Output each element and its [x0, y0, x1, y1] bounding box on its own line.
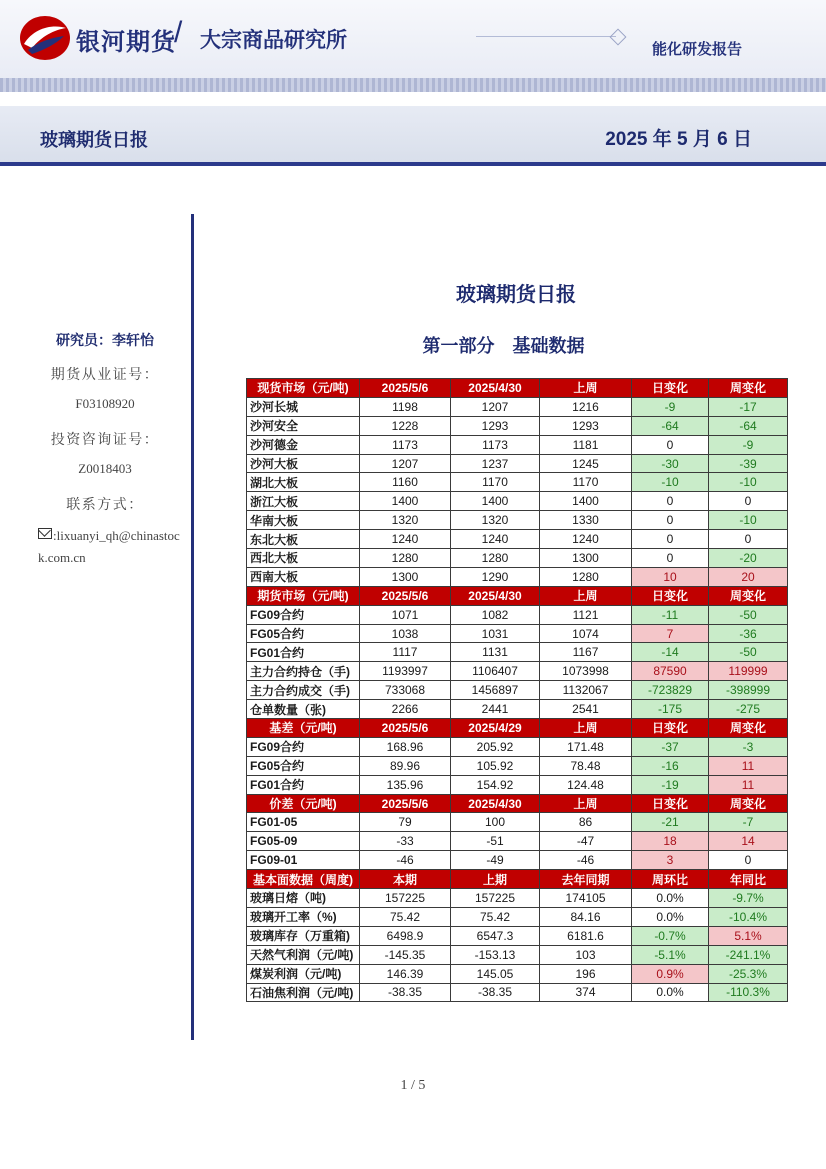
value-cell: 174105 — [540, 889, 632, 908]
change-cell: 20 — [709, 567, 788, 586]
value-cell: 1082 — [451, 605, 540, 624]
table-row — [247, 567, 788, 586]
change-cell: -5.1% — [632, 945, 709, 964]
value-cell: 1073998 — [540, 662, 632, 681]
change-cell: -39 — [709, 454, 788, 473]
researcher-name: 研究员：李轩怡 — [56, 332, 154, 348]
value-cell: 1131 — [451, 643, 540, 662]
row-label: 仓单数量（张) — [247, 700, 360, 719]
value-cell: 205.92 — [451, 737, 540, 756]
value-cell: 1300 — [360, 567, 451, 586]
section-header-label: 基差（元/吨) — [247, 719, 360, 738]
value-cell: 135.96 — [360, 775, 451, 794]
table-row — [247, 926, 788, 945]
contact-label: 联系方式： — [66, 498, 144, 513]
change-cell: 11 — [709, 775, 788, 794]
change-cell: -37 — [632, 737, 709, 756]
row-label: 沙河安全 — [247, 416, 360, 435]
table-row — [247, 813, 788, 832]
change-cell: 87590 — [632, 662, 709, 681]
column-header: 周变化 — [709, 719, 788, 738]
change-cell: 0 — [632, 435, 709, 454]
change-cell: 0 — [632, 549, 709, 568]
table-row — [247, 549, 788, 568]
value-cell: 1031 — [451, 624, 540, 643]
value-cell: 1228 — [360, 416, 451, 435]
column-header: 日变化 — [632, 379, 709, 398]
table-row — [247, 832, 788, 851]
value-cell: 6547.3 — [451, 926, 540, 945]
change-cell: 10 — [632, 567, 709, 586]
change-cell: -9.7% — [709, 889, 788, 908]
table-section-header — [247, 586, 788, 605]
column-header: 周变化 — [709, 379, 788, 398]
table-row — [247, 624, 788, 643]
value-cell: 78.48 — [540, 756, 632, 775]
table-row — [247, 983, 788, 1002]
table-section-header — [247, 719, 788, 738]
header-rule — [0, 162, 826, 166]
value-cell: 1400 — [540, 492, 632, 511]
value-cell: 1293 — [540, 416, 632, 435]
value-cell: 196 — [540, 964, 632, 983]
value-cell: 105.92 — [451, 756, 540, 775]
change-cell: -21 — [632, 813, 709, 832]
column-header: 2025/5/6 — [360, 379, 451, 398]
table-row — [247, 756, 788, 775]
page-number: 1 / 5 — [400, 1078, 426, 1093]
value-cell: 157225 — [451, 889, 540, 908]
row-label: 湖北大板 — [247, 473, 360, 492]
value-cell: 154.92 — [451, 775, 540, 794]
change-cell: 119999 — [709, 662, 788, 681]
change-cell: -10 — [632, 473, 709, 492]
galaxy-futures-logo-icon — [18, 14, 72, 62]
change-cell: -0.7% — [632, 926, 709, 945]
contact-email[interactable]: :lixuanyi_qh@chinastock.com.cn — [38, 528, 180, 565]
table-section-header — [247, 379, 788, 398]
value-cell: 1170 — [451, 473, 540, 492]
column-header: 去年同期 — [540, 870, 632, 889]
change-cell: 14 — [709, 832, 788, 851]
change-cell: 0 — [632, 492, 709, 511]
change-cell: -241.1% — [709, 945, 788, 964]
change-cell: -16 — [632, 756, 709, 775]
value-cell: -46 — [360, 851, 451, 870]
change-cell: -10 — [709, 473, 788, 492]
change-cell: -25.3% — [709, 964, 788, 983]
section-title: 第一部分 基础数据 — [422, 336, 585, 356]
row-label: 西南大板 — [247, 567, 360, 586]
row-label: 玻璃库存（万重箱) — [247, 926, 360, 945]
value-cell: 6181.6 — [540, 926, 632, 945]
row-label: 主力合约成交（手) — [247, 681, 360, 700]
futures-license-number: F03108920 — [75, 396, 135, 411]
value-cell: 1320 — [360, 511, 451, 530]
table-row — [247, 775, 788, 794]
column-header: 年同比 — [709, 870, 788, 889]
table-row — [247, 530, 788, 549]
row-label: 煤炭利润（元/吨) — [247, 964, 360, 983]
value-cell: 1181 — [540, 435, 632, 454]
header-report-title: 玻璃期货日报 — [40, 130, 148, 150]
email-text[interactable]: lixuanyi_qh@chinastock.com.cn — [38, 528, 180, 565]
change-cell: -7 — [709, 813, 788, 832]
value-cell: -38.35 — [451, 983, 540, 1002]
change-cell: -10.4% — [709, 907, 788, 926]
table-row — [247, 851, 788, 870]
change-cell: 0 — [709, 492, 788, 511]
change-cell: 5.1% — [709, 926, 788, 945]
value-cell: -51 — [451, 832, 540, 851]
basic-data-table — [246, 378, 788, 1002]
change-cell: -64 — [632, 416, 709, 435]
change-cell: -723829 — [632, 681, 709, 700]
change-cell: -17 — [709, 397, 788, 416]
table-row — [247, 964, 788, 983]
change-cell: 18 — [632, 832, 709, 851]
table-row — [247, 511, 788, 530]
investment-license-number: Z0018403 — [78, 461, 132, 476]
value-cell: 1245 — [540, 454, 632, 473]
column-header: 上周 — [540, 794, 632, 813]
column-header: 日变化 — [632, 719, 709, 738]
section-header-label: 价差（元/吨) — [247, 794, 360, 813]
value-cell: 1456897 — [451, 681, 540, 700]
value-cell: 124.48 — [540, 775, 632, 794]
value-cell: 1173 — [451, 435, 540, 454]
table-row — [247, 889, 788, 908]
sidebar-divider — [191, 214, 194, 1040]
value-cell: 1167 — [540, 643, 632, 662]
change-cell: -50 — [709, 643, 788, 662]
value-cell: 1330 — [540, 511, 632, 530]
table-row — [247, 492, 788, 511]
column-header: 周变化 — [709, 794, 788, 813]
change-cell: 3 — [632, 851, 709, 870]
column-header: 周环比 — [632, 870, 709, 889]
column-header: 周变化 — [709, 586, 788, 605]
row-label: 沙河德金 — [247, 435, 360, 454]
value-cell: 1071 — [360, 605, 451, 624]
change-cell: -50 — [709, 605, 788, 624]
table-row — [247, 605, 788, 624]
row-label: 主力合约持仓（手) — [247, 662, 360, 681]
value-cell: 1293 — [451, 416, 540, 435]
value-cell: 1106407 — [451, 662, 540, 681]
value-cell: 79 — [360, 813, 451, 832]
row-label: 沙河大板 — [247, 454, 360, 473]
value-cell: -33 — [360, 832, 451, 851]
column-header: 上周 — [540, 719, 632, 738]
brand-divider: / — [174, 16, 183, 49]
row-label: 玻璃开工率（%) — [247, 907, 360, 926]
value-cell: 2441 — [451, 700, 540, 719]
change-cell: 0.0% — [632, 983, 709, 1002]
column-header: 2025/5/6 — [360, 586, 451, 605]
value-cell: -38.35 — [360, 983, 451, 1002]
value-cell: 1400 — [360, 492, 451, 511]
row-label: 天然气利润（元/吨) — [247, 945, 360, 964]
mail-icon — [38, 528, 52, 539]
column-header: 2025/4/30 — [451, 586, 540, 605]
value-cell: 6498.9 — [360, 926, 451, 945]
table-row — [247, 681, 788, 700]
column-header: 上周 — [540, 379, 632, 398]
value-cell: 103 — [540, 945, 632, 964]
value-cell: 1198 — [360, 397, 451, 416]
value-cell: 1121 — [540, 605, 632, 624]
change-cell: -20 — [709, 549, 788, 568]
value-cell: 1207 — [360, 454, 451, 473]
row-label: 西北大板 — [247, 549, 360, 568]
brand-name: 银河期货 — [76, 29, 176, 56]
table-row — [247, 397, 788, 416]
value-cell: 1173 — [360, 435, 451, 454]
value-cell: 1320 — [451, 511, 540, 530]
row-label: 华南大板 — [247, 511, 360, 530]
column-header: 2025/5/6 — [360, 719, 451, 738]
table-row — [247, 643, 788, 662]
row-label: FG09合约 — [247, 605, 360, 624]
value-cell: 1237 — [451, 454, 540, 473]
table-row — [247, 700, 788, 719]
report-type: 能化研发报告 — [652, 41, 743, 58]
value-cell: 1117 — [360, 643, 451, 662]
change-cell: -9 — [709, 435, 788, 454]
value-cell: 1240 — [540, 530, 632, 549]
value-cell: -153.13 — [451, 945, 540, 964]
change-cell: -64 — [709, 416, 788, 435]
value-cell: 145.05 — [451, 964, 540, 983]
institute-name: 大宗商品研究所 — [200, 29, 347, 52]
value-cell: 1280 — [360, 549, 451, 568]
section-header-label: 基本面数据（周度) — [247, 870, 360, 889]
header-stripe — [0, 78, 826, 92]
row-label: FG01-05 — [247, 813, 360, 832]
change-cell: 0 — [632, 530, 709, 549]
column-header: 上周 — [540, 586, 632, 605]
value-cell: 1240 — [360, 530, 451, 549]
table-row — [247, 737, 788, 756]
value-cell: 89.96 — [360, 756, 451, 775]
section-header-label: 现货市场（元/吨) — [247, 379, 360, 398]
row-label: FG01合约 — [247, 775, 360, 794]
change-cell: -30 — [632, 454, 709, 473]
value-cell: 733068 — [360, 681, 451, 700]
row-label: FG09-01 — [247, 851, 360, 870]
row-label: 东北大板 — [247, 530, 360, 549]
value-cell: 2541 — [540, 700, 632, 719]
value-cell: 1132067 — [540, 681, 632, 700]
value-cell: 1170 — [540, 473, 632, 492]
row-label: 石油焦利润（元/吨) — [247, 983, 360, 1002]
value-cell: -49 — [451, 851, 540, 870]
change-cell: 0 — [709, 530, 788, 549]
row-label: 沙河长城 — [247, 397, 360, 416]
value-cell: 1280 — [540, 567, 632, 586]
row-label: FG09合约 — [247, 737, 360, 756]
value-cell: 1216 — [540, 397, 632, 416]
change-cell: 0.9% — [632, 964, 709, 983]
value-cell: 1280 — [451, 549, 540, 568]
table-row — [247, 473, 788, 492]
change-cell: 7 — [632, 624, 709, 643]
value-cell: 168.96 — [360, 737, 451, 756]
value-cell: 1160 — [360, 473, 451, 492]
value-cell: 86 — [540, 813, 632, 832]
row-label: 玻璃日熔（吨) — [247, 889, 360, 908]
table-row — [247, 945, 788, 964]
change-cell: 11 — [709, 756, 788, 775]
report-date: 2025 年 5 月 6 日 — [605, 129, 752, 150]
column-header: 2025/4/30 — [451, 379, 540, 398]
change-cell: -10 — [709, 511, 788, 530]
change-cell: 0 — [632, 511, 709, 530]
value-cell: 1038 — [360, 624, 451, 643]
value-cell: -145.35 — [360, 945, 451, 964]
value-cell: -46 — [540, 851, 632, 870]
value-cell: 75.42 — [360, 907, 451, 926]
column-header: 上期 — [451, 870, 540, 889]
column-header: 本期 — [360, 870, 451, 889]
section-header-label: 期货市场（元/吨) — [247, 586, 360, 605]
column-header: 2025/4/29 — [451, 719, 540, 738]
futures-license-label: 期货从业证号： — [50, 368, 160, 383]
value-cell: 75.42 — [451, 907, 540, 926]
value-cell: 1240 — [451, 530, 540, 549]
table-row — [247, 416, 788, 435]
value-cell: 1193997 — [360, 662, 451, 681]
column-header: 日变化 — [632, 794, 709, 813]
change-cell: -14 — [632, 643, 709, 662]
change-cell: 0.0% — [632, 907, 709, 926]
change-cell: 0.0% — [632, 889, 709, 908]
row-label: FG05合约 — [247, 756, 360, 775]
value-cell: 84.16 — [540, 907, 632, 926]
row-label: FG05-09 — [247, 832, 360, 851]
column-header: 日变化 — [632, 586, 709, 605]
value-cell: 171.48 — [540, 737, 632, 756]
row-label: 浙江大板 — [247, 492, 360, 511]
value-cell: 1074 — [540, 624, 632, 643]
value-cell: 1400 — [451, 492, 540, 511]
change-cell: 0 — [709, 851, 788, 870]
table-section-header — [247, 870, 788, 889]
value-cell: 100 — [451, 813, 540, 832]
table-row — [247, 435, 788, 454]
value-cell: 157225 — [360, 889, 451, 908]
value-cell: 1207 — [451, 397, 540, 416]
decorative-line — [476, 36, 616, 37]
row-label: FG01合约 — [247, 643, 360, 662]
change-cell: -175 — [632, 700, 709, 719]
column-header: 2025/5/6 — [360, 794, 451, 813]
table-row — [247, 454, 788, 473]
table-row — [247, 907, 788, 926]
change-cell: -19 — [632, 775, 709, 794]
value-cell: 2266 — [360, 700, 451, 719]
change-cell: -3 — [709, 737, 788, 756]
row-label: FG05合约 — [247, 624, 360, 643]
table-row — [247, 662, 788, 681]
change-cell: -275 — [709, 700, 788, 719]
change-cell: -398999 — [709, 681, 788, 700]
value-cell: 374 — [540, 983, 632, 1002]
change-cell: -110.3% — [709, 983, 788, 1002]
value-cell: 1290 — [451, 567, 540, 586]
change-cell: -9 — [632, 397, 709, 416]
value-cell: -47 — [540, 832, 632, 851]
change-cell: -11 — [632, 605, 709, 624]
value-cell: 1300 — [540, 549, 632, 568]
investment-license-label: 投资咨询证号： — [50, 433, 160, 448]
table-section-header — [247, 794, 788, 813]
value-cell: 146.39 — [360, 964, 451, 983]
page-title: 玻璃期货日报 — [456, 284, 576, 306]
change-cell: -36 — [709, 624, 788, 643]
column-header: 2025/4/30 — [451, 794, 540, 813]
